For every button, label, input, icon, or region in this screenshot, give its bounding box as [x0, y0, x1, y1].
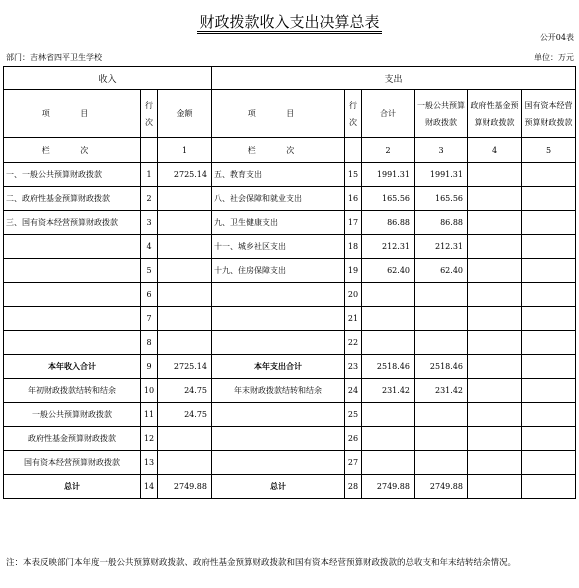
column-number-2: 2 — [362, 138, 415, 163]
expense-item-cell: 十一、城乡社区支出 — [212, 235, 345, 259]
form-code: 公开04表 — [539, 33, 574, 42]
income-item-cell: 二、政府性基金预算财政拨款 — [4, 187, 141, 211]
income-item-cell: 本年收入合计 — [4, 355, 141, 379]
expense-gov-fund-cell — [468, 427, 522, 451]
state-capital-header: 国有资本经营预算财政拨款 — [522, 90, 576, 138]
income-amount-cell — [158, 331, 212, 355]
income-column-label: 栏 次 — [4, 138, 141, 163]
expense-total-cell — [362, 451, 415, 475]
expense-header: 支出 — [212, 67, 576, 90]
table-row — [4, 451, 576, 475]
expense-item-cell — [212, 331, 345, 355]
income-row-no-cell: 11 — [141, 403, 158, 427]
table-row — [4, 475, 576, 499]
income-amount-cell: 2725.14 — [158, 355, 212, 379]
expense-row-no-cell: 27 — [345, 451, 362, 475]
expense-general-budget-cell: 1991.31 — [415, 163, 468, 187]
expense-item-cell — [212, 307, 345, 331]
income-row-no-cell: 14 — [141, 475, 158, 499]
table-row — [4, 403, 576, 427]
table-row — [4, 379, 576, 403]
empty-cell — [345, 138, 362, 163]
expense-row-no-cell: 23 — [345, 355, 362, 379]
expense-total-cell — [362, 403, 415, 427]
expense-item-cell: 总计 — [212, 475, 345, 499]
expense-item-header: 项 目 — [212, 90, 345, 138]
income-item-cell: 政府性基金预算财政拨款 — [4, 427, 141, 451]
expense-total-cell: 231.42 — [362, 379, 415, 403]
expense-gov-fund-cell — [468, 235, 522, 259]
expense-general-budget-cell — [415, 451, 468, 475]
expense-item-cell: 本年支出合计 — [212, 355, 345, 379]
table-row — [4, 211, 576, 235]
income-row-no-cell: 8 — [141, 331, 158, 355]
income-item-cell: 一般公共预算财政拨款 — [4, 403, 141, 427]
expense-item-cell — [212, 403, 345, 427]
income-amount-cell — [158, 283, 212, 307]
income-amount-header: 金额 — [158, 90, 212, 138]
table-row — [4, 235, 576, 259]
income-item-cell: 国有资本经营预算财政拨款 — [4, 451, 141, 475]
income-row-no-header: 行次 — [141, 90, 158, 138]
income-row-no-cell: 10 — [141, 379, 158, 403]
income-row-no-cell: 2 — [141, 187, 158, 211]
expense-total-cell — [362, 331, 415, 355]
expense-total-cell — [362, 427, 415, 451]
gov-fund-header: 政府性基金预算财政拨款 — [468, 90, 522, 138]
expense-state-capital-cell — [522, 163, 576, 187]
income-amount-cell — [158, 187, 212, 211]
table-row — [4, 331, 576, 355]
expense-state-capital-cell — [522, 403, 576, 427]
expense-gov-fund-cell — [468, 403, 522, 427]
expense-total-cell: 62.40 — [362, 259, 415, 283]
expense-row-no-cell: 25 — [345, 403, 362, 427]
expense-general-budget-cell — [415, 331, 468, 355]
budget-summary-table — [3, 66, 576, 499]
general-budget-header: 一般公共预算财政拨款 — [415, 90, 468, 138]
expense-general-budget-cell: 165.56 — [415, 187, 468, 211]
expense-state-capital-cell — [522, 307, 576, 331]
income-item-cell — [4, 235, 141, 259]
expense-item-cell: 八、社会保障和就业支出 — [212, 187, 345, 211]
expense-state-capital-cell — [522, 259, 576, 283]
report-title: 财政拨款收入支出决算总表 — [0, 11, 579, 32]
income-item-cell: 一、一般公共预算财政拨款 — [4, 163, 141, 187]
income-row-no-cell: 5 — [141, 259, 158, 283]
column-number-3: 3 — [415, 138, 468, 163]
expense-state-capital-cell — [522, 187, 576, 211]
expense-item-cell — [212, 283, 345, 307]
expense-gov-fund-cell — [468, 283, 522, 307]
expense-general-budget-cell — [415, 283, 468, 307]
expense-total-cell: 86.88 — [362, 211, 415, 235]
expense-general-budget-cell: 86.88 — [415, 211, 468, 235]
table-row — [4, 187, 576, 211]
expense-general-budget-cell — [415, 403, 468, 427]
expense-total-cell — [362, 307, 415, 331]
expense-item-cell — [212, 427, 345, 451]
expense-state-capital-cell — [522, 451, 576, 475]
department-label: 部门：吉林省四平卫生学校 — [6, 53, 102, 62]
income-amount-cell — [158, 259, 212, 283]
table-row — [4, 163, 576, 187]
income-row-no-cell: 13 — [141, 451, 158, 475]
expense-row-no-cell: 26 — [345, 427, 362, 451]
income-item-cell — [4, 331, 141, 355]
expense-gov-fund-cell — [468, 331, 522, 355]
expense-state-capital-cell — [522, 475, 576, 499]
expense-row-no-cell: 24 — [345, 379, 362, 403]
expense-total-header: 合计 — [362, 90, 415, 138]
expense-state-capital-cell — [522, 283, 576, 307]
table-row — [4, 283, 576, 307]
unit-label: 单位：万元 — [534, 53, 574, 62]
income-amount-cell — [158, 307, 212, 331]
expense-gov-fund-cell — [468, 211, 522, 235]
expense-gov-fund-cell — [468, 451, 522, 475]
income-amount-cell: 2725.14 — [158, 163, 212, 187]
income-item-cell: 年初财政拨款结转和结余 — [4, 379, 141, 403]
expense-row-no-cell: 20 — [345, 283, 362, 307]
expense-gov-fund-cell — [468, 259, 522, 283]
expense-gov-fund-cell — [468, 355, 522, 379]
income-header: 收入 — [4, 67, 212, 90]
expense-state-capital-cell — [522, 235, 576, 259]
expense-gov-fund-cell — [468, 475, 522, 499]
footnote: 注：本表反映部门本年度一般公共预算财政拨款、政府性基金预算财政拨款和国有资本经营预算财政拨款的总收支和年末结转结余情况。 — [6, 558, 517, 568]
income-row-no-cell: 3 — [141, 211, 158, 235]
column-number-1: 1 — [158, 138, 212, 163]
table-row — [4, 307, 576, 331]
expense-row-no-cell: 16 — [345, 187, 362, 211]
expense-total-cell: 165.56 — [362, 187, 415, 211]
expense-total-cell: 2518.46 — [362, 355, 415, 379]
income-row-no-cell: 12 — [141, 427, 158, 451]
income-amount-cell: 2749.88 — [158, 475, 212, 499]
expense-general-budget-cell: 212.31 — [415, 235, 468, 259]
expense-state-capital-cell — [522, 211, 576, 235]
expense-row-no-cell: 21 — [345, 307, 362, 331]
expense-general-budget-cell — [415, 307, 468, 331]
income-item-cell — [4, 307, 141, 331]
table-row — [4, 427, 576, 451]
income-item-cell — [4, 259, 141, 283]
expense-gov-fund-cell — [468, 307, 522, 331]
income-row-no-cell: 6 — [141, 283, 158, 307]
expense-general-budget-cell: 62.40 — [415, 259, 468, 283]
empty-cell — [141, 138, 158, 163]
income-amount-cell: 24.75 — [158, 403, 212, 427]
expense-total-cell: 2749.88 — [362, 475, 415, 499]
table-row — [4, 355, 576, 379]
expense-row-no-cell: 28 — [345, 475, 362, 499]
income-amount-cell — [158, 451, 212, 475]
expense-row-no-cell: 15 — [345, 163, 362, 187]
income-item-header: 项 目 — [4, 90, 141, 138]
income-amount-cell: 24.75 — [158, 379, 212, 403]
expense-row-no-cell: 18 — [345, 235, 362, 259]
expense-general-budget-cell: 231.42 — [415, 379, 468, 403]
expense-state-capital-cell — [522, 331, 576, 355]
expense-row-no-cell: 19 — [345, 259, 362, 283]
expense-column-label: 栏 次 — [212, 138, 345, 163]
expense-state-capital-cell — [522, 427, 576, 451]
expense-general-budget-cell: 2749.88 — [415, 475, 468, 499]
expense-total-cell: 1991.31 — [362, 163, 415, 187]
income-row-no-cell: 9 — [141, 355, 158, 379]
column-number-5: 5 — [522, 138, 576, 163]
expense-row-no-header: 行次 — [345, 90, 362, 138]
income-item-cell: 总计 — [4, 475, 141, 499]
income-item-cell — [4, 283, 141, 307]
expense-gov-fund-cell — [468, 379, 522, 403]
income-row-no-cell: 4 — [141, 235, 158, 259]
income-amount-cell — [158, 427, 212, 451]
expense-state-capital-cell — [522, 379, 576, 403]
expense-item-cell — [212, 451, 345, 475]
expense-total-cell — [362, 283, 415, 307]
income-row-no-cell: 7 — [141, 307, 158, 331]
expense-general-budget-cell: 2518.46 — [415, 355, 468, 379]
expense-gov-fund-cell — [468, 187, 522, 211]
table-row — [4, 259, 576, 283]
expense-state-capital-cell — [522, 355, 576, 379]
expense-row-no-cell: 17 — [345, 211, 362, 235]
expense-item-cell: 年末财政拨款结转和结余 — [212, 379, 345, 403]
income-amount-cell — [158, 211, 212, 235]
expense-item-cell: 五、教育支出 — [212, 163, 345, 187]
expense-gov-fund-cell — [468, 163, 522, 187]
income-row-no-cell: 1 — [141, 163, 158, 187]
expense-total-cell: 212.31 — [362, 235, 415, 259]
expense-general-budget-cell — [415, 427, 468, 451]
income-item-cell: 三、国有资本经营预算财政拨款 — [4, 211, 141, 235]
expense-item-cell: 九、卫生健康支出 — [212, 211, 345, 235]
column-number-4: 4 — [468, 138, 522, 163]
income-amount-cell — [158, 235, 212, 259]
expense-row-no-cell: 22 — [345, 331, 362, 355]
expense-item-cell: 十九、住房保障支出 — [212, 259, 345, 283]
